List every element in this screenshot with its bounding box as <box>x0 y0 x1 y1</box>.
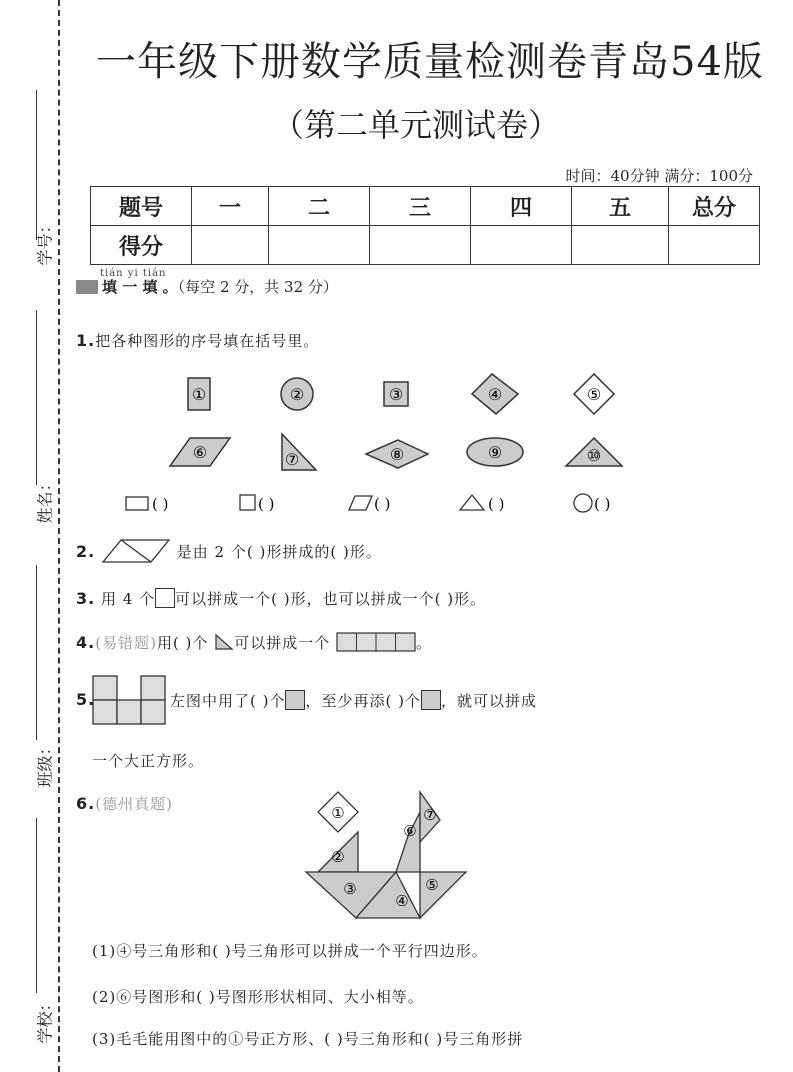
circle-icon <box>574 494 592 512</box>
column-header: 二 <box>269 187 370 226</box>
shape-label: ⑦ <box>284 450 300 469</box>
shape-label: ⑥ <box>192 443 208 462</box>
shape-label: ⑤ <box>586 385 602 404</box>
rectangle-icon <box>126 497 148 510</box>
question-number: 1. <box>76 331 96 350</box>
shape-label: ① <box>191 385 207 404</box>
column-header: 五 <box>572 187 669 226</box>
shape-label: ④ <box>487 385 503 404</box>
school-label: 学校： <box>35 995 55 1044</box>
class-line <box>36 565 37 740</box>
score-cell[interactable] <box>471 226 572 265</box>
question-4 <box>76 632 432 653</box>
section-pinyin: tián yi tián <box>100 268 167 279</box>
answer-blank[interactable]: ( ) <box>488 495 505 513</box>
score-cell[interactable] <box>669 226 760 265</box>
section-heading <box>76 276 338 297</box>
shape-label: ② <box>289 385 305 404</box>
section-number-badge <box>76 280 98 294</box>
question-6-part-1: (1)④号三角形和( )号三角形可以拼成一个平行四边形。 <box>92 942 488 960</box>
score-table-score-row <box>91 226 760 265</box>
section-title: 填 一 填 。 <box>102 278 178 296</box>
score-table <box>90 186 760 265</box>
piece-label: ⑦ <box>423 806 437 824</box>
question-number: 4. <box>76 633 96 652</box>
question-number: 2. <box>76 542 96 561</box>
square-icon <box>240 495 255 510</box>
answer-blank[interactable]: ( ) <box>152 495 169 513</box>
score-cell[interactable] <box>192 226 269 265</box>
piece-label: ③ <box>343 880 357 898</box>
column-header: 三 <box>370 187 471 226</box>
answer-blank[interactable]: ( ) <box>594 495 611 513</box>
binding-line <box>58 0 60 1072</box>
shape-label: ③ <box>388 385 404 404</box>
question-text: 用( )个 <box>156 634 209 652</box>
question-text: 可以拼成一个( )形，也可以拼成一个( )形。 <box>175 590 487 608</box>
question-text: 可以拼成一个 <box>234 634 331 652</box>
piece-label: ⑥ <box>403 822 417 840</box>
column-header: 一 <box>192 187 269 226</box>
four-square-strip-icon <box>336 632 416 652</box>
parallelogram-diagonal-figure <box>101 538 171 564</box>
question-text: 。 <box>416 634 433 652</box>
score-table-header-row <box>91 187 760 226</box>
square-icon <box>155 588 175 608</box>
q1-shapes-figure <box>80 368 680 528</box>
question-text: ，至少再添( )个 <box>305 692 421 710</box>
id-label: 学号： <box>35 217 55 266</box>
piece-label: ④ <box>395 892 409 910</box>
question-text: 把各种图形的序号填在括号里。 <box>95 332 320 350</box>
score-cell[interactable] <box>370 226 471 265</box>
question-text: ，就可以拼成 <box>440 692 537 710</box>
question-6-part-3: (3)毛毛能用图中的①号正方形、( )号三角形和( )号三角形拼 <box>92 1030 524 1048</box>
piece-label: ② <box>331 848 345 866</box>
answer-blank[interactable]: ( ) <box>258 495 275 513</box>
question-number: 5. <box>76 690 96 709</box>
name-line <box>36 310 37 485</box>
page-title: 一年级下册数学质量检测卷青岛54版 <box>96 39 764 85</box>
piece-label: ⑤ <box>425 876 439 894</box>
answer-blank[interactable]: ( ) <box>374 495 391 513</box>
row-header: 得分 <box>91 226 192 265</box>
score-cell[interactable] <box>572 226 669 265</box>
question-5 <box>76 690 95 709</box>
question-1 <box>76 330 319 351</box>
question-number: 6. <box>76 794 96 813</box>
section-note: （每空 2 分，共 32 分） <box>177 278 338 296</box>
right-triangle-icon <box>214 633 234 651</box>
exam-meta: 时间：40分钟 满分：100分 <box>565 167 753 185</box>
question-3 <box>76 588 486 609</box>
school-line <box>36 818 37 993</box>
question-number: 3. <box>76 589 96 608</box>
column-header: 总分 <box>669 187 760 226</box>
question-6 <box>76 793 173 814</box>
parallelogram-icon <box>349 496 372 510</box>
q5-figure <box>92 675 168 725</box>
shape-label: ⑩ <box>586 446 602 465</box>
score-cell[interactable] <box>269 226 370 265</box>
class-label: 班级： <box>35 739 55 788</box>
tangram-boat-figure <box>300 790 470 922</box>
shape-label: ⑧ <box>389 445 405 464</box>
piece-label: ① <box>331 804 345 822</box>
question-2 <box>76 538 382 564</box>
tangram-piece-6 <box>396 812 420 872</box>
question-text: 是由 2 个( )形拼成的( )形。 <box>176 543 382 561</box>
question-tag: (易错题) <box>95 634 157 652</box>
question-6-part-2: (2)⑥号图形和( )号图形形状相同、大小相等。 <box>92 988 424 1006</box>
page-subtitle: （第二单元测试卷） <box>272 106 561 144</box>
shape-label: ⑨ <box>487 443 503 462</box>
question-tag: (德州真题) <box>95 795 173 813</box>
question-text: 用 4 个 <box>101 590 156 608</box>
column-header: 四 <box>471 187 572 226</box>
question-5-continued: 一个大正方形。 <box>92 752 205 770</box>
square-icon <box>421 690 441 710</box>
row-header: 题号 <box>91 187 192 226</box>
square-icon <box>285 690 305 710</box>
question-text: 左图中用了( )个 <box>170 692 286 710</box>
name-label: 姓名： <box>35 475 55 524</box>
triangle-icon <box>460 495 484 510</box>
question-5-text <box>170 690 537 711</box>
